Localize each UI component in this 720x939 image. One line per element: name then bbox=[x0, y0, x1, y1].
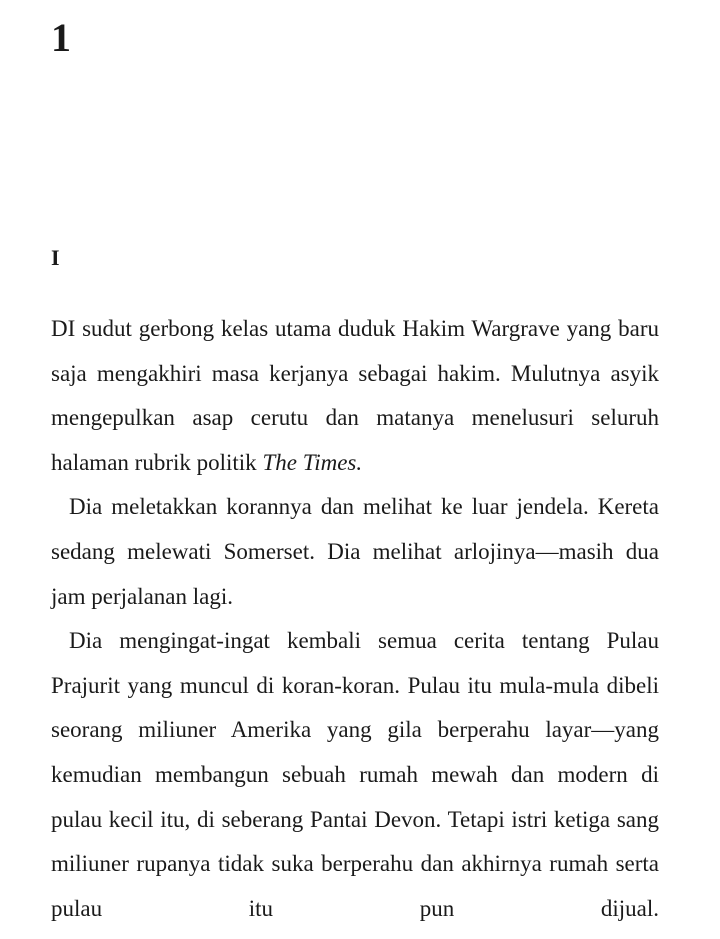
paragraph-1 bbox=[51, 307, 659, 485]
paragraph-1-text: DI sudut gerbong kelas utama duduk Hakim Wargrave yang baru saja mengakhiri masa kerjanya sebagai hakim. Mulutnya asyik mengepulkan asap cerutu dan matanya menelusuri seluruh halaman rubrik politik bbox=[51, 316, 659, 475]
paragraph-3: Dia mengingat-ingat kembali semua cerita tentang Pulau Prajurit yang muncul di koran-koran. Pulau itu mula-mula dibeli seorang miliuner Amerika yang gila berperahu layar—yang kemudian membangun sebuah rumah mewah dan modern di pulau kecil itu, di seberang Pantai Devon. Tetapi istri ketiga sang miliuner rupanya tidak suka berperahu dan akhirnya rumah serta pulau itu pun dijual. bbox=[51, 628, 659, 921]
paragraph-2: Dia meletakkan korannya dan melihat ke luar jendela. Kereta sedang melewati Somerset. Dia melihat arlojinya—masih dua jam perjalanan lagi. bbox=[51, 494, 659, 609]
chapter-number: 1 bbox=[51, 15, 71, 60]
newspaper-title: The Times. bbox=[262, 449, 363, 475]
section-numeral: I bbox=[51, 245, 60, 270]
body-text bbox=[51, 307, 659, 931]
